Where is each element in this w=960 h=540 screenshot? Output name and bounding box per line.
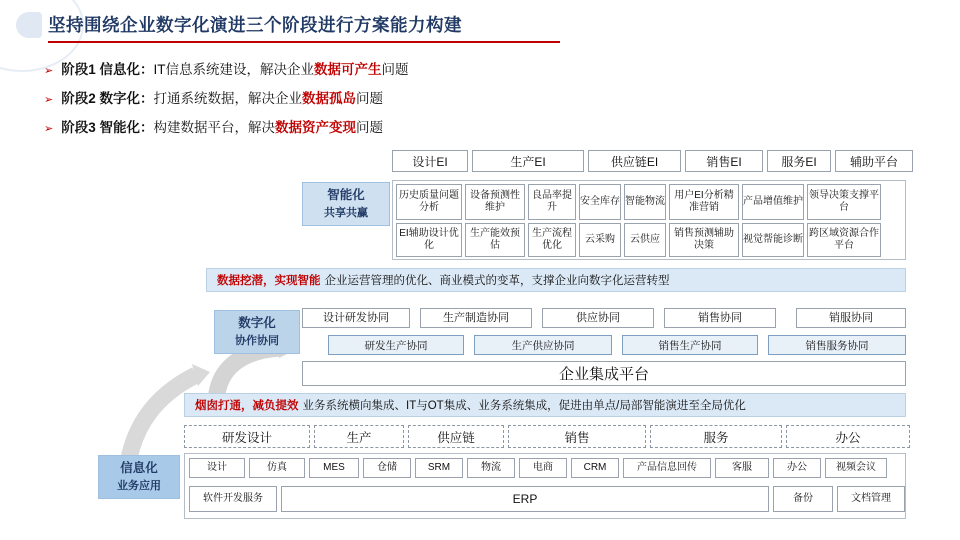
bullet-highlight: 数据孤岛 — [301, 91, 356, 106]
domain-label-sales[interactable]: 销售 — [508, 425, 646, 448]
backup-cell[interactable]: 备份 — [773, 486, 833, 512]
bullet-text-after: 问题 — [355, 120, 383, 135]
info-bottom-row — [189, 486, 905, 512]
ei-header-row — [392, 150, 913, 172]
domain-label-service[interactable]: 服务 — [650, 425, 782, 448]
bullet-highlight: 数据可产生 — [313, 62, 382, 77]
banner-silo-text: 业务系统横向集成、IT与OT集成、业务系统集成，促进由单点/局部智能演进至全局优化 — [302, 400, 746, 412]
intelligent-cell[interactable]: 生产能效预估 — [465, 223, 525, 257]
bullet-item — [44, 87, 408, 107]
intelligent-cell[interactable]: 设备预测性维护 — [465, 184, 525, 220]
intelligent-matrix-row-1 — [396, 184, 881, 220]
bullet-arrow-icon: ➢ — [44, 65, 54, 77]
intelligent-matrix — [392, 180, 906, 260]
stage-informatization[interactable] — [98, 455, 180, 499]
info-app-cell[interactable]: 电商 — [519, 458, 567, 478]
stage-informatization-title: 信息化 — [120, 461, 158, 476]
intelligent-cell[interactable]: 产品增值维护 — [742, 184, 804, 220]
digital-cell[interactable]: 供应协同 — [542, 308, 654, 328]
digital-cross-cell[interactable]: 销售生产协同 — [622, 335, 758, 355]
intelligent-cell[interactable]: 云采购 — [579, 223, 621, 257]
digital-row-1 — [302, 308, 906, 328]
integration-platform[interactable]: 企业集成平台 — [302, 361, 906, 386]
bullet-text-before: IT信息系统建设，解决企业 — [153, 62, 314, 77]
info-app-cell[interactable]: 视频会议 — [825, 458, 887, 478]
ei-header-support-platform[interactable]: 辅助平台 — [835, 150, 913, 172]
bullet-list — [44, 58, 408, 145]
intelligent-cell[interactable]: 良品率提升 — [528, 184, 576, 220]
domain-label-rd[interactable]: 研发设计 — [184, 425, 310, 448]
ei-header-design[interactable]: 设计EI — [392, 150, 468, 172]
intelligent-cell[interactable]: 历史质量问题分析 — [396, 184, 462, 220]
digital-cross-cell[interactable]: 销售服务协同 — [768, 335, 906, 355]
info-app-cell[interactable]: MES — [309, 458, 359, 478]
intelligent-cell[interactable]: 智能物流 — [624, 184, 666, 220]
intelligent-cell[interactable]: 安全库存 — [579, 184, 621, 220]
ei-header-sales[interactable]: 销售EI — [685, 150, 763, 172]
doc-management-cell[interactable]: 文档管理 — [837, 486, 905, 512]
stage-intelligent-title: 智能化 — [327, 188, 365, 203]
intelligent-matrix-row-2 — [396, 223, 881, 257]
bullet-text-after: 问题 — [381, 62, 409, 77]
bullet-stage-label: 阶段2 数字化： — [61, 91, 154, 106]
digital-cross-cell[interactable]: 生产供应协同 — [474, 335, 612, 355]
bullet-stage-label: 阶段1 信息化： — [61, 62, 154, 77]
banner-data-mining — [206, 268, 906, 292]
domain-label-office[interactable]: 办公 — [786, 425, 910, 448]
info-app-cell[interactable]: 仿真 — [249, 458, 305, 478]
info-app-cell[interactable]: SRM — [415, 458, 463, 478]
intelligent-cell[interactable]: 生产流程优化 — [528, 223, 576, 257]
bullet-text-after: 问题 — [355, 91, 383, 106]
bullet-item — [44, 58, 408, 78]
domain-label-row — [184, 425, 910, 448]
page-header — [0, 0, 960, 46]
intelligent-cell[interactable]: 视觉帮能诊断 — [742, 223, 804, 257]
digital-cell[interactable]: 销服协同 — [796, 308, 906, 328]
maturity-diagram — [96, 150, 912, 522]
ei-header-production[interactable]: 生产EI — [472, 150, 584, 172]
bullet-item — [44, 116, 408, 136]
ei-header-supplychain[interactable]: 供应链EI — [588, 150, 681, 172]
software-dev-service-cell[interactable]: 软件开发服务 — [189, 486, 277, 512]
intelligent-cell[interactable]: 销售预测辅助决策 — [669, 223, 739, 257]
domain-label-supplychain[interactable]: 供应链 — [408, 425, 504, 448]
banner-silo-key: 烟囱打通，减负提效 — [195, 400, 299, 412]
intelligent-cell[interactable]: 跨区域资源合作平台 — [807, 223, 881, 257]
info-app-cell[interactable]: 设计 — [189, 458, 245, 478]
info-app-cell[interactable]: CRM — [571, 458, 619, 478]
digital-row-2 — [328, 335, 906, 355]
bullet-arrow-icon: ➢ — [44, 94, 54, 106]
digital-cross-cell[interactable]: 研发生产协同 — [328, 335, 464, 355]
banner-silo — [184, 393, 906, 417]
stage-digital-subtitle: 协作协同 — [235, 335, 279, 348]
bullet-highlight: 数据资产变现 — [274, 120, 356, 135]
digital-cell[interactable]: 设计研发协同 — [302, 308, 410, 328]
banner-data-mining-text: 企业运营管理的优化、商业模式的变革，支撑企业向数字化运营转型 — [324, 275, 670, 287]
intelligent-cell[interactable]: 用户EI分析精准营销 — [669, 184, 739, 220]
page-title: 坚持围绕企业数字化演进三个阶段进行方案能力构建 — [48, 15, 462, 35]
stage-informatization-subtitle: 业务应用 — [117, 480, 161, 493]
info-app-cell[interactable]: 办公 — [773, 458, 821, 478]
intelligent-cell[interactable]: 云供应 — [624, 223, 666, 257]
info-app-cell[interactable]: 仓储 — [363, 458, 411, 478]
header-accent-shape — [16, 12, 42, 38]
info-app-cell[interactable]: 产品信息回传 — [623, 458, 711, 478]
bullet-text-before: 打通系统数据，解决企业 — [153, 91, 302, 106]
digital-cell[interactable]: 生产制造协同 — [420, 308, 532, 328]
stage-intelligent[interactable] — [302, 182, 390, 226]
stage-digital-title: 数字化 — [238, 316, 276, 331]
intelligent-cell[interactable]: 领导决策支撑平台 — [807, 184, 881, 220]
digital-cell[interactable]: 销售协同 — [664, 308, 776, 328]
bullet-stage-label: 阶段3 智能化： — [61, 120, 154, 135]
banner-data-mining-key: 数据挖潜，实现智能 — [217, 275, 321, 287]
info-app-cell[interactable]: 物流 — [467, 458, 515, 478]
stage-intelligent-subtitle: 共享共赢 — [324, 207, 368, 220]
intelligent-cell[interactable]: EI辅助设计优化 — [396, 223, 462, 257]
bullet-text-before: 构建数据平台，解决 — [153, 120, 275, 135]
erp-cell[interactable]: ERP — [281, 486, 769, 512]
bullet-arrow-icon: ➢ — [44, 123, 54, 135]
info-app-cell[interactable]: 客服 — [715, 458, 769, 478]
information-app-matrix — [184, 453, 906, 519]
domain-label-production[interactable]: 生产 — [314, 425, 404, 448]
stage-digital[interactable] — [214, 310, 300, 354]
ei-header-service[interactable]: 服务EI — [767, 150, 831, 172]
title-underline — [48, 41, 560, 43]
info-app-row — [189, 458, 887, 478]
